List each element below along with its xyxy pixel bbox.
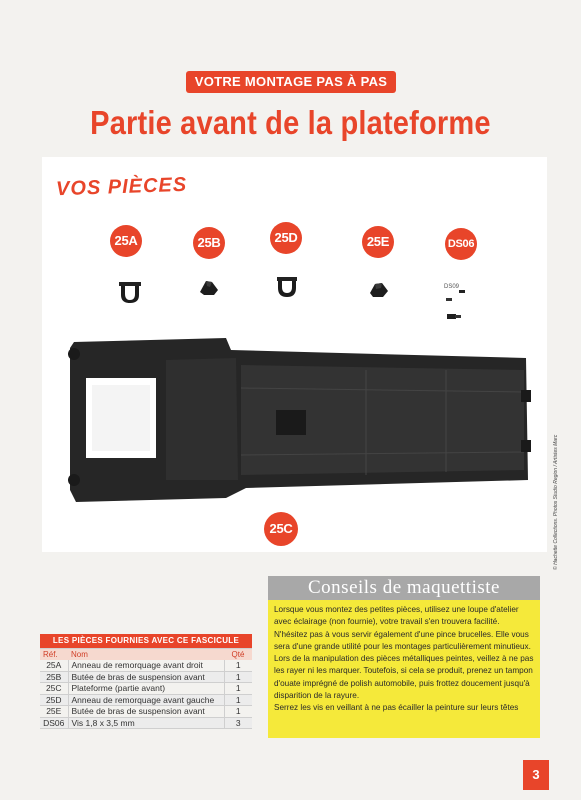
- row-name: Vis 1,8 x 3,5 mm: [68, 717, 224, 729]
- header-banner: VOTRE MONTAGE PAS À PAS: [186, 71, 396, 93]
- row-name: Plateforme (partie avant): [68, 683, 224, 695]
- page-title: Partie avant de la plateforme: [90, 104, 491, 141]
- row-qty: 1: [224, 694, 252, 706]
- tips-paragraph: Serrez les vis en veillant à ne pas écailler la peinture sur leurs têtes: [274, 703, 519, 713]
- table-row: [40, 660, 252, 672]
- header-qty: Qté: [224, 649, 252, 660]
- ds09-micro-label: DS09: [444, 284, 460, 290]
- tips-paragraph: Lorsque vous montez des petites pièces, utilisez une loupe d'atelier avec éclairage (non fournie), votre travail s'en trouvera facilité. N'hésitez pas à vous servir également d'une pince brucelles. Elle vous sera d'une grande utilité pour les montages particulièrement minutieux.: [274, 605, 531, 651]
- row-name: Anneau de remorquage avant droit: [68, 660, 224, 672]
- row-qty: 1: [224, 683, 252, 695]
- badge-25e: 25E: [362, 226, 394, 258]
- row-ref: 25D: [40, 694, 68, 706]
- row-name: Butée de bras de suspension avant: [68, 706, 224, 718]
- page-number: 3: [523, 760, 549, 790]
- row-qty: 1: [224, 706, 252, 718]
- chassis-25c-image: [66, 330, 536, 510]
- part-ds06-screws-image: [443, 288, 467, 322]
- row-ref: 25B: [40, 671, 68, 683]
- header-name: Nom: [68, 649, 224, 660]
- part-25d-image: [276, 275, 298, 299]
- tips-box: [268, 600, 540, 738]
- part-25a-image: [118, 280, 142, 304]
- badge-ds06: DS06: [445, 228, 477, 260]
- badge-25b: 25B: [193, 227, 225, 259]
- badge-25c: 25C: [264, 512, 298, 546]
- photo-credit: © Hachette Collections. Photos Studio Region / Artistes Marc: [553, 434, 559, 570]
- table-row: [40, 694, 252, 706]
- part-25b-image: [198, 278, 220, 296]
- row-name: Anneau de remorquage avant gauche: [68, 694, 224, 706]
- parts-table-title: LES PIÈCES FOURNIES AVEC CE FASCICULE: [40, 634, 252, 649]
- vos-pieces-label: VOS PIÈCES: [55, 173, 188, 201]
- parts-table: [40, 634, 252, 729]
- row-ref: 25E: [40, 706, 68, 718]
- tips-title: Conseils de maquettiste: [268, 576, 540, 600]
- table-row: [40, 671, 252, 683]
- table-row: [40, 706, 252, 718]
- table-row: [40, 717, 252, 729]
- row-name: Butée de bras de suspension avant: [68, 671, 224, 683]
- row-ref: 25A: [40, 660, 68, 672]
- part-25e-image: [368, 281, 390, 299]
- tips-paragraph: Lors de la manipulation des pièces métalliques peintes, veillez à ne pas les rayer ni les marquer. Toutefois, si cela se produit, prenez un tampon d'ouate imprégné de polish automobile, puis frottez doucement jusqu'à disparition de la rayure.: [274, 654, 534, 701]
- row-qty: 1: [224, 660, 252, 672]
- row-qty: 1: [224, 671, 252, 683]
- row-ref: 25C: [40, 683, 68, 695]
- row-ref: DS06: [40, 717, 68, 729]
- table-row: [40, 683, 252, 695]
- row-qty: 3: [224, 717, 252, 729]
- badge-25d: 25D: [270, 222, 302, 254]
- badge-25a: 25A: [110, 225, 142, 257]
- header-ref: Réf.: [40, 649, 68, 660]
